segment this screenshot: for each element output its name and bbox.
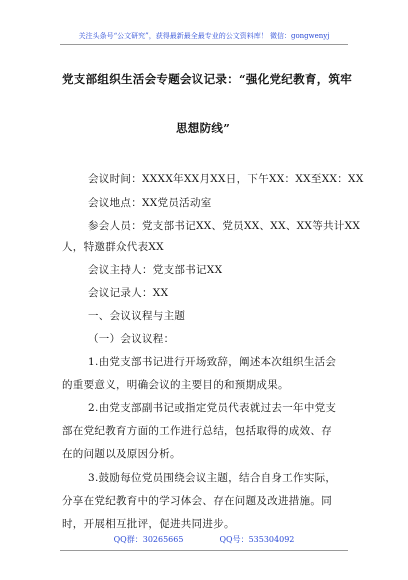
agenda-item-2-line-3: 在的问题以及原因分析。 [62, 448, 181, 460]
footer-qq-number[interactable]: QQ号：535304092 [219, 535, 295, 544]
agenda-item-1-line-1: 1.由党支部书记进行开场致辞，阐述本次组织生活会 [88, 356, 337, 368]
footer-contact [0, 534, 408, 545]
footer-qq-group[interactable]: QQ群：30265665 [113, 535, 184, 544]
meeting-host: 会议主持人：党支部书记XX [88, 264, 223, 276]
agenda-item-2-line-2: 部在党纪教育方面的工作进行总结，包括取得的成效、存 [62, 425, 332, 437]
section-heading-1: 一、会议议程与主题 [88, 310, 186, 322]
meeting-recorder: 会议记录人：XX [88, 287, 169, 299]
agenda-item-2-line-1: 2.由党支部副书记或指定党员代表就过去一年中党支 [88, 402, 337, 414]
agenda-item-1-line-2: 的重要意义，明确会议的主要目的和预期成果。 [62, 379, 289, 391]
subsection-heading-1: （一）会议议程： [88, 333, 175, 345]
agenda-item-3-line-2: 分享在党纪教育中的学习体会、存在问题及改进措施。同 [62, 495, 332, 507]
meeting-time: 会议时间：XXXX年XX月XX日，下午XX：XX至XX：XX [88, 173, 364, 185]
document-title-line-1: 党支部组织生活会专题会议记录：“强化党纪教育，筑牢 [62, 72, 353, 86]
attendees-line-1: 参会人员：党支部书记XX、党员XX、XX、XX等共计XX [88, 220, 361, 232]
header-banner: 关注头条号“公文研究”，获得最新最全最专业的公文资料库！ 微信：gongwenyj [78, 32, 330, 40]
meeting-location: 会议地点：XX党员活动室 [88, 197, 212, 209]
attendees-line-2: 人，特邀群众代表XX [62, 241, 164, 253]
footer-divider [60, 550, 348, 551]
document-title-line-2: 思想防线” [176, 121, 231, 135]
header-divider [60, 44, 348, 45]
agenda-item-3-line-1: 3.鼓励每位党员围绕会议主题，结合自身工作实际， [88, 472, 337, 484]
agenda-item-3-line-3: 时，开展相互批评，促进共同进步。 [62, 518, 235, 530]
